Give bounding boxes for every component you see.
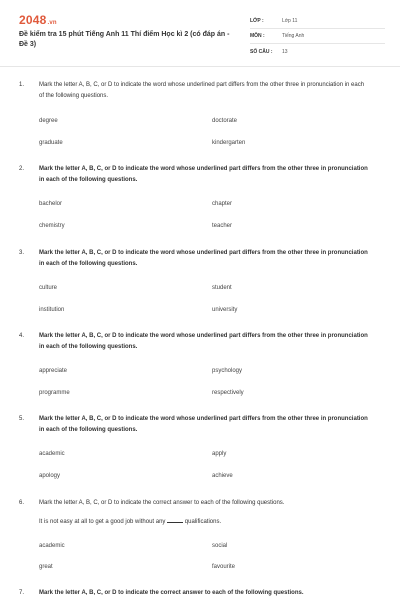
question-number: 2. xyxy=(19,166,25,172)
option-a[interactable]: appreciate xyxy=(39,368,68,374)
question-header xyxy=(19,164,379,186)
meta-row-subject xyxy=(250,29,385,44)
option-a[interactable]: bachelor xyxy=(39,201,63,207)
sentence-end: qualifications. xyxy=(184,519,222,525)
question-number: 7. xyxy=(19,590,25,596)
meta-row-class xyxy=(250,14,385,29)
question-instruction: Mark the letter A, B, C, or D to indicate the word whose underlined part differs from the other three in pronunciation in each of the following questions. xyxy=(39,250,368,267)
option-d[interactable]: university xyxy=(212,307,238,313)
option-c[interactable]: apology xyxy=(39,473,61,479)
option-b[interactable]: doctorate xyxy=(212,118,238,124)
option-a[interactable]: degree xyxy=(39,118,58,124)
question-header xyxy=(19,414,379,436)
document-title: Đề kiểm tra 15 phút Tiếng Anh 11 Thí điểm Học kì 2 (có đáp án - Đề 3) xyxy=(19,31,230,48)
option-b[interactable]: student xyxy=(212,285,232,291)
question-number: 6. xyxy=(19,500,25,506)
question-instruction: Mark the letter A, B, C, or D to indicate the correct answer to each of the following questions. xyxy=(39,500,285,506)
logo-name: 2048 xyxy=(19,13,47,27)
question-header xyxy=(19,248,379,270)
site-logo[interactable] xyxy=(19,13,57,27)
meta-row-count xyxy=(250,44,385,59)
option-b[interactable]: apply xyxy=(212,451,227,457)
meta-label: MÔN : xyxy=(250,33,265,39)
option-d[interactable]: kindergarten xyxy=(212,140,246,146)
question-header xyxy=(19,588,379,599)
option-c[interactable]: programme xyxy=(39,390,70,396)
option-d[interactable]: favourite xyxy=(212,564,236,570)
option-a[interactable]: academic xyxy=(39,543,65,549)
question-number: 5. xyxy=(19,416,25,422)
question-instruction: Mark the letter A, B, C, or D to indicate the word whose underlined part differs from the other three in pronunciation in each of the following questions. xyxy=(39,166,368,183)
meta-value: Lớp 11 xyxy=(282,18,298,24)
option-b[interactable]: psychology xyxy=(212,368,243,374)
header-divider xyxy=(0,66,400,67)
question-instruction: Mark the letter A, B, C, or D to indicate the word whose underlined part differs from the other three in pronunciation in each of the following questions. xyxy=(39,82,365,99)
option-d[interactable]: teacher xyxy=(212,223,233,229)
option-d[interactable]: respectively xyxy=(212,390,244,396)
question-header xyxy=(19,331,379,353)
answer-blank xyxy=(167,517,183,523)
meta-label: SỐ CÂU : xyxy=(250,48,273,55)
question-number: 4. xyxy=(19,333,25,339)
question-number: 3. xyxy=(19,250,25,256)
option-b[interactable]: social xyxy=(212,543,228,549)
question-number: 1. xyxy=(19,82,25,88)
option-d[interactable]: achieve xyxy=(212,473,233,479)
question-instruction: Mark the letter A, B, C, or D to indicate the correct answer to each of the following questions. xyxy=(39,590,304,596)
option-c[interactable]: chemistry xyxy=(39,223,65,229)
meta-value: Tiếng Anh xyxy=(282,33,305,39)
meta-label: LỚP : xyxy=(250,18,264,24)
document-meta xyxy=(250,14,385,59)
option-c[interactable]: great xyxy=(39,564,53,570)
option-c[interactable]: graduate xyxy=(39,140,63,146)
option-c[interactable]: institution xyxy=(39,307,65,313)
question-header xyxy=(19,498,379,509)
question-instruction: Mark the letter A, B, C, or D to indicate the word whose underlined part differs from the other three in pronunciation in each of the following questions. xyxy=(39,416,368,433)
question-header xyxy=(19,80,379,102)
option-a[interactable]: academic xyxy=(39,451,65,457)
option-b[interactable]: chapter xyxy=(212,201,233,207)
logo-suffix: .vn xyxy=(47,20,57,26)
question-sentence xyxy=(39,517,369,527)
header xyxy=(0,0,400,66)
question-instruction: Mark the letter A, B, C, or D to indicate the word whose underlined part differs from the other three in pronunciation in each of the following questions. xyxy=(39,333,368,350)
sentence-start: It is not easy at all to get a good job without any xyxy=(39,519,166,525)
option-a[interactable]: culture xyxy=(39,285,58,291)
meta-value: 13 xyxy=(282,48,288,55)
